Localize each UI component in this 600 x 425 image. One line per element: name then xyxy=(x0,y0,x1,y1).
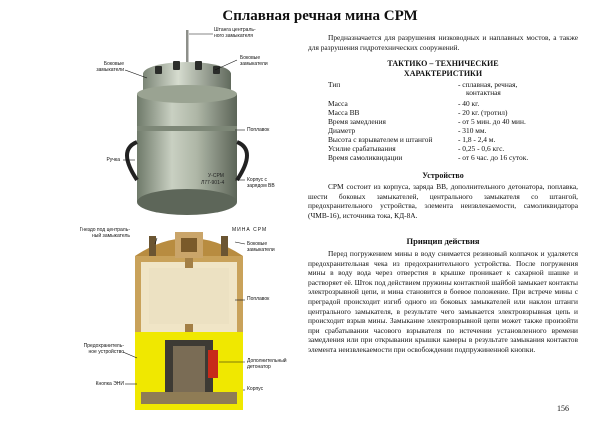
spec-label: Усилие срабатывания xyxy=(328,144,396,153)
label-detonator: Дополнительный детонатор xyxy=(247,358,287,370)
spec-row xyxy=(328,144,598,153)
label-safety: Предохранитель- ное устройство xyxy=(83,343,124,355)
plate-line-2: Л77-901-4 xyxy=(201,180,225,186)
spec-value: - от 5 мин. до 40 мин. xyxy=(458,117,526,126)
handle-left-icon xyxy=(127,142,137,180)
device-heading: Устройство xyxy=(422,171,464,180)
label-socket: Гнездо под централь- ный замыкатель xyxy=(79,227,130,239)
spec-value: - сплавная, речная, xyxy=(458,80,518,89)
principle-heading: Принцип действия xyxy=(406,236,480,246)
spec-row xyxy=(328,88,598,97)
spec-value: - 40 кг. xyxy=(458,99,480,108)
spec-label: Масса xyxy=(328,99,348,108)
spec-label: Тип xyxy=(328,80,341,89)
specs-heading-line-2: ХАРАКТЕРИСТИКИ xyxy=(403,68,483,78)
spec-row xyxy=(328,99,598,108)
label-rod: Штанга централь- ного замыкателя xyxy=(214,27,256,39)
label-body: Корпус с зарядом ВВ xyxy=(247,177,275,189)
principle-paragraph: Перед погружением мины в воду снимается резиновый колпачок и удаляется предохранительная чека из предохранительного устройства. После погружения мины в воду вода через отверстия в крышке проникает к сахарной шашке и растворяет её. Шток под действием пружины контактной шайбой замыкает контакты электрозрывной цепи, и мина становится в боевое положение. При встрече мины с преградой происходит изгиб одного из боковых замыкателей или наклон штанги центрального замыкателя, в результате чего замыкается электровзрывная цепь и происходит взрыв мины. Замыкание электровзрывной цепи может также произойти при срабатывании часового взрывателя по истечении установленного времени замедления или при открывании крышки камеры в результате замыкания контактов элемента неизвлекаемости при освобождении подпружиненной кнопки. xyxy=(308,249,578,354)
plate-line-1: У-СРМ xyxy=(208,173,224,179)
label-float: Поплавок xyxy=(247,127,270,133)
spec-label: Высота с взрывателем и штангой xyxy=(328,135,433,144)
label-button: Кнопка ЭНИ xyxy=(95,381,124,387)
label-cutaway-side-closers: Боковые замыкатели xyxy=(247,241,275,253)
intro-paragraph: Предназначается для разрушения низководных и наплавных мостов, а также для разрушения гидротехнических сооружений. xyxy=(308,33,578,52)
spec-row xyxy=(328,153,598,162)
label-cutaway-float: Поплавок xyxy=(247,296,270,302)
spec-label: Время самоликвидации xyxy=(328,153,403,162)
label-cutaway-body: Корпус xyxy=(247,386,264,392)
device-paragraph: СРМ состоит из корпуса, заряда ВВ, дополнительного детонатора, поплавка, шести боковых замыкателей, центрального замыкателя со штангой, предохранительного устройства, элемента неизвлекаемости, самоликвидатора (ЧМВ-16), источника тока, КД-8А. xyxy=(308,182,578,220)
label-side-closers-left: Боковые замыкатели xyxy=(96,61,124,73)
label-cutaway-caption: МИНА СРМ xyxy=(232,227,268,233)
mine-cutaway xyxy=(95,222,310,422)
spec-row xyxy=(328,126,598,135)
spec-row xyxy=(328,135,598,144)
label-side-closers-right: Боковые замыкатели xyxy=(240,55,268,67)
spec-value: - 1,8 - 2,4 м. xyxy=(458,135,496,144)
specs-heading xyxy=(308,59,578,78)
mine-photo xyxy=(95,27,310,226)
spec-value: - 310 мм. xyxy=(458,126,487,135)
spec-label: Масса ВВ xyxy=(328,108,360,117)
spec-value-line-2: контактная xyxy=(466,88,501,97)
handle-right-icon xyxy=(237,142,247,180)
rod-icon xyxy=(186,30,189,64)
label-handle: Ручка xyxy=(106,157,120,163)
spec-value: - 20 кг. (тротил) xyxy=(458,108,508,117)
spec-row xyxy=(328,117,598,126)
detonator-icon xyxy=(208,350,218,378)
spec-label: Диаметр xyxy=(328,126,356,135)
spec-value: - от 6 час. до 16 суток. xyxy=(458,153,529,162)
spec-row xyxy=(328,108,598,117)
spec-value: - 0,25 - 0,6 кгс. xyxy=(458,144,505,153)
specs-table xyxy=(328,80,598,172)
specs-heading-line-1: ТАКТИКО – ТЕХНИЧЕСКИЕ xyxy=(387,59,499,68)
page-title: Сплавная речная мина СРМ xyxy=(222,8,418,24)
page-number: 156 xyxy=(557,404,569,413)
spec-label: Время замедления xyxy=(328,117,386,126)
